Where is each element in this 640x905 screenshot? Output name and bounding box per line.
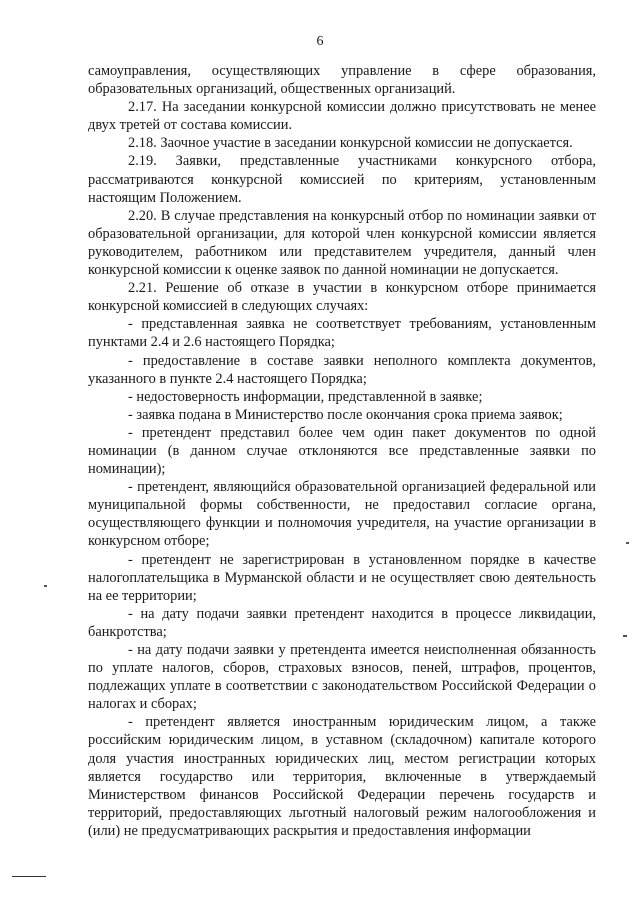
scan-speck [626, 542, 629, 544]
footer-rule [12, 876, 46, 877]
list-item: - претендент представил более чем один пакет документов по одной номинации (в данном случае отклоняются все представленные заявки по номинации); [88, 424, 596, 478]
list-item: - претендент, являющийся образовательной организацией федеральной или муниципальной формы собственности, не предоставил согласие органа, осуществляющего функции и полномочия учредителя, на участие организации в конкурсном отборе; [88, 479, 596, 550]
clause-2-17: 2.17. На заседании конкурсной комиссии должно присутствовать не менее двух третей от состава комиссии. [88, 99, 596, 134]
clause-2-18: 2.18. Заочное участие в заседании конкурсной комиссии не допускается. [128, 135, 573, 152]
list-item: - представленная заявка не соответствует требованиям, установленным пунктами 2.4 и 2.6 настоящего Порядка; [88, 316, 596, 351]
clause-2-20: 2.20. В случае представления на конкурсный отбор по номинации заявки от образовательной организации, для которой член конкурсной комиссии является руководителем, работником или представителем учредителя, данный член конкурсной комиссии к оценке заявок по данной номинации не допускается. [88, 207, 596, 279]
clause-2-19: 2.19. Заявки, представленные участниками конкурсного отбора, рассматриваются конкурсной комиссией по критериям, установленным настоящим Положением. [88, 153, 596, 206]
list-item: - на дату подачи заявки у претендента имеется неисполненная обязанность по уплате налогов, сборов, страховых взносов, пеней, штрафов, процентов, подлежащих уплате в соответствии с законодательством Российской Федерации о налогах и сборах; [88, 642, 596, 713]
list-item: - на дату подачи заявки претендент находится в процессе ликвидации, банкротства; [88, 605, 596, 640]
paragraph-continuation: самоуправления, осуществляющих управление в сфере образования, образовательных организаций, общественных организаций. [88, 63, 596, 98]
list-item: - заявка подана в Министерство после окончания срока приема заявок; [128, 406, 563, 423]
list-item: - предоставление в составе заявки неполного комплекта документов, указанного в пункте 2.4 настоящего Порядка; [88, 352, 596, 387]
scan-speck [623, 635, 627, 637]
list-item: - недостоверность информации, представленной в заявке; [128, 388, 483, 405]
document-body [88, 62, 596, 840]
clause-2-21: 2.21. Решение об отказе в участии в конкурсном отборе принимается конкурсной комиссией в следующих случаях: [88, 280, 596, 315]
list-item: - претендент является иностранным юридическим лицом, а также российским юридическим лицом, в уставном (складочном) капитале которого доля участия иностранных юридических лиц, местом регистрации которых является государство или территория, включенные в утверждаемый Министерством финансов Российской Федерации перечень государств и территорий, предоставляющих льготный налоговый режим налогообложения и (или) не предусматривающих раскрытия и предоставления информации [88, 714, 596, 839]
scan-speck [44, 585, 47, 587]
page-number: 6 [316, 34, 324, 49]
list-item: - претендент не зарегистрирован в установленном порядке в качестве налогоплательщика в Мурманской области и не осуществляет свою деятельность на ее территории; [88, 551, 596, 604]
